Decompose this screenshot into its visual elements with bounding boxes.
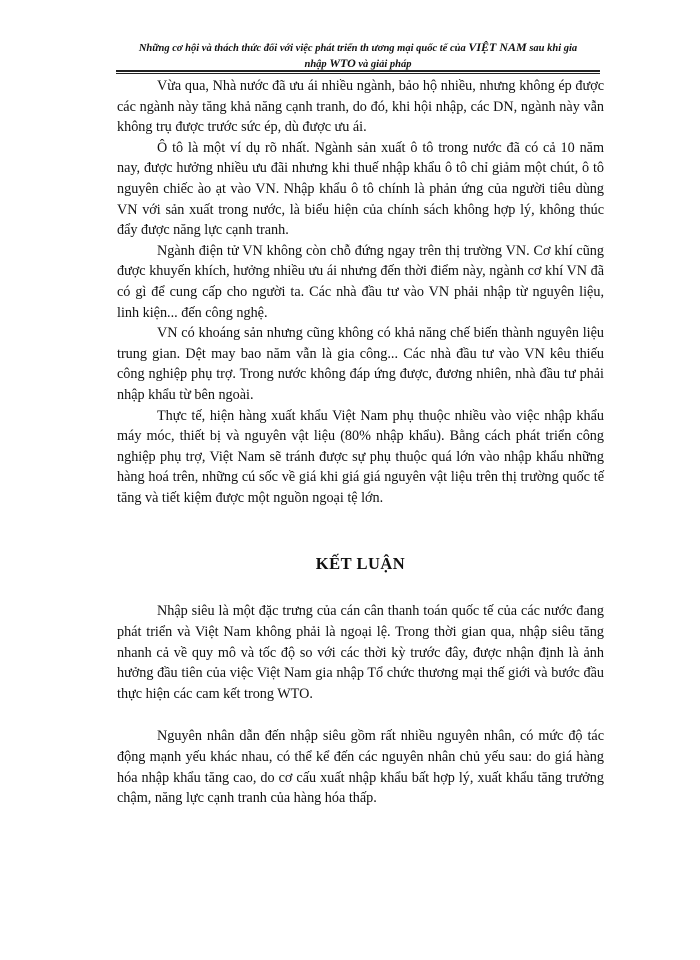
header-text-1: Những cơ hội và thách thức đối với việc phát triển th ương mại quốc tế của [138, 43, 469, 54]
header-wto: WTO [329, 56, 356, 70]
body-paragraph: VN có khoáng sản nhưng cũng không có khả năng chế biến thành nguyên liệu trung gian. Dệt may bao năm vẫn là gia công... Các nhà đầu tư vào VN kêu thiếu công nghiệp phụ trợ. Trong nước không đáp ứng được, đương nhiên, nhà đầu tư phải nhập khẩu từ bên ngoài. [117, 325, 604, 403]
conclusion-paragraph: Nguyên nhân dẫn đến nhập siêu gồm rất nhiều nguyên nhân, có mức độ tác động mạnh yếu khác nhau, có thể kể đến các nguyên nhân chủ yếu sau: do giá hàng hóa nhập khẩu tăng cao, do cơ cấu xuất nhập khẩu bất hợp lý, xuất khẩu tăng trưởng chậm, năng lực cạnh tranh của hàng hóa thấp. [117, 728, 604, 807]
running-header [118, 40, 598, 72]
header-rule-thick [116, 70, 600, 72]
header-country: VIỆT NAM [468, 40, 527, 54]
body-paragraph: Thực tế, hiện hàng xuất khẩu Việt Nam phụ thuộc nhiều vào việc nhập khẩu máy móc, thiết bị và nguyên vật liệu (80% nhập khẩu). Bằng cách phát triển công nghiệp phụ trợ, Việt Nam sẽ tránh được sự phụ thuộc quá lớn vào nhập khẩu những hàng hoá trên, những cú sốc về giá khi giá giá nguyên vật liệu trên thị trường quốc tế tăng và tiết kiệm được một nguồn ngoại tệ lớn. [117, 407, 604, 506]
document-body [117, 76, 604, 809]
body-paragraph: Ngành điện tử VN không còn chỗ đứng ngay trên thị trường VN. Cơ khí cũng được khuyến khích, hưởng nhiều ưu ái nhưng đến thời điểm này, ngành cơ khí VN đã có gì để cung cấp cho người ta. Các nhà đầu tư vào VN phải nhập từ nguyên liệu, linh kiện... đến công nghệ. [117, 242, 604, 321]
conclusion-heading: KẾT LUẬN [315, 554, 406, 574]
header-rule-thin [116, 73, 600, 74]
body-paragraph: Vừa qua, Nhà nước đã ưu ái nhiều ngành, bảo hộ nhiều, nhưng không ép được các ngành này tăng khả năng cạnh tranh, do đó, khi hội nhập, các DN, ngành này vẫn không trụ được trước sức ép, dù được ưu ái. [117, 78, 604, 136]
header-text-4: và giải pháp [355, 59, 412, 70]
conclusion-paragraph: Nhập siêu là một đặc trưng của cán cân thanh toán quốc tế của các nước đang phát triển và Việt Nam không phải là ngoại lệ. Trong thời gian qua, nhập siêu tăng nhanh cả về quy mô và tốc độ so với các thời kỳ trước đây, được nhận định là ảnh hưởng đầu tiên của việc Việt Nam gia nhập Tổ chức thương mại thế giới và bước đầu thực hiện các cam kết trong WTO. [117, 603, 604, 702]
header-text-2: sau khi gia [526, 43, 578, 54]
body-paragraph: Ô tô là một ví dụ rõ nhất. Ngành sản xuất ô tô trong nước đã có cả 10 năm nay, được hưởng nhiều ưu đãi nhưng khi thuế nhập khẩu ô tô chỉ giảm một chút, ô tô nguyên chiếc ào ạt vào VN. Nhập khẩu ô tô chính là phản ứng của người tiêu dùng VN với sản xuất trong nước, là biểu hiện của chính sách không hợp lý, không thúc đẩy được năng lực cạnh tranh. [117, 139, 604, 239]
header-text-3: nhập [304, 59, 330, 70]
